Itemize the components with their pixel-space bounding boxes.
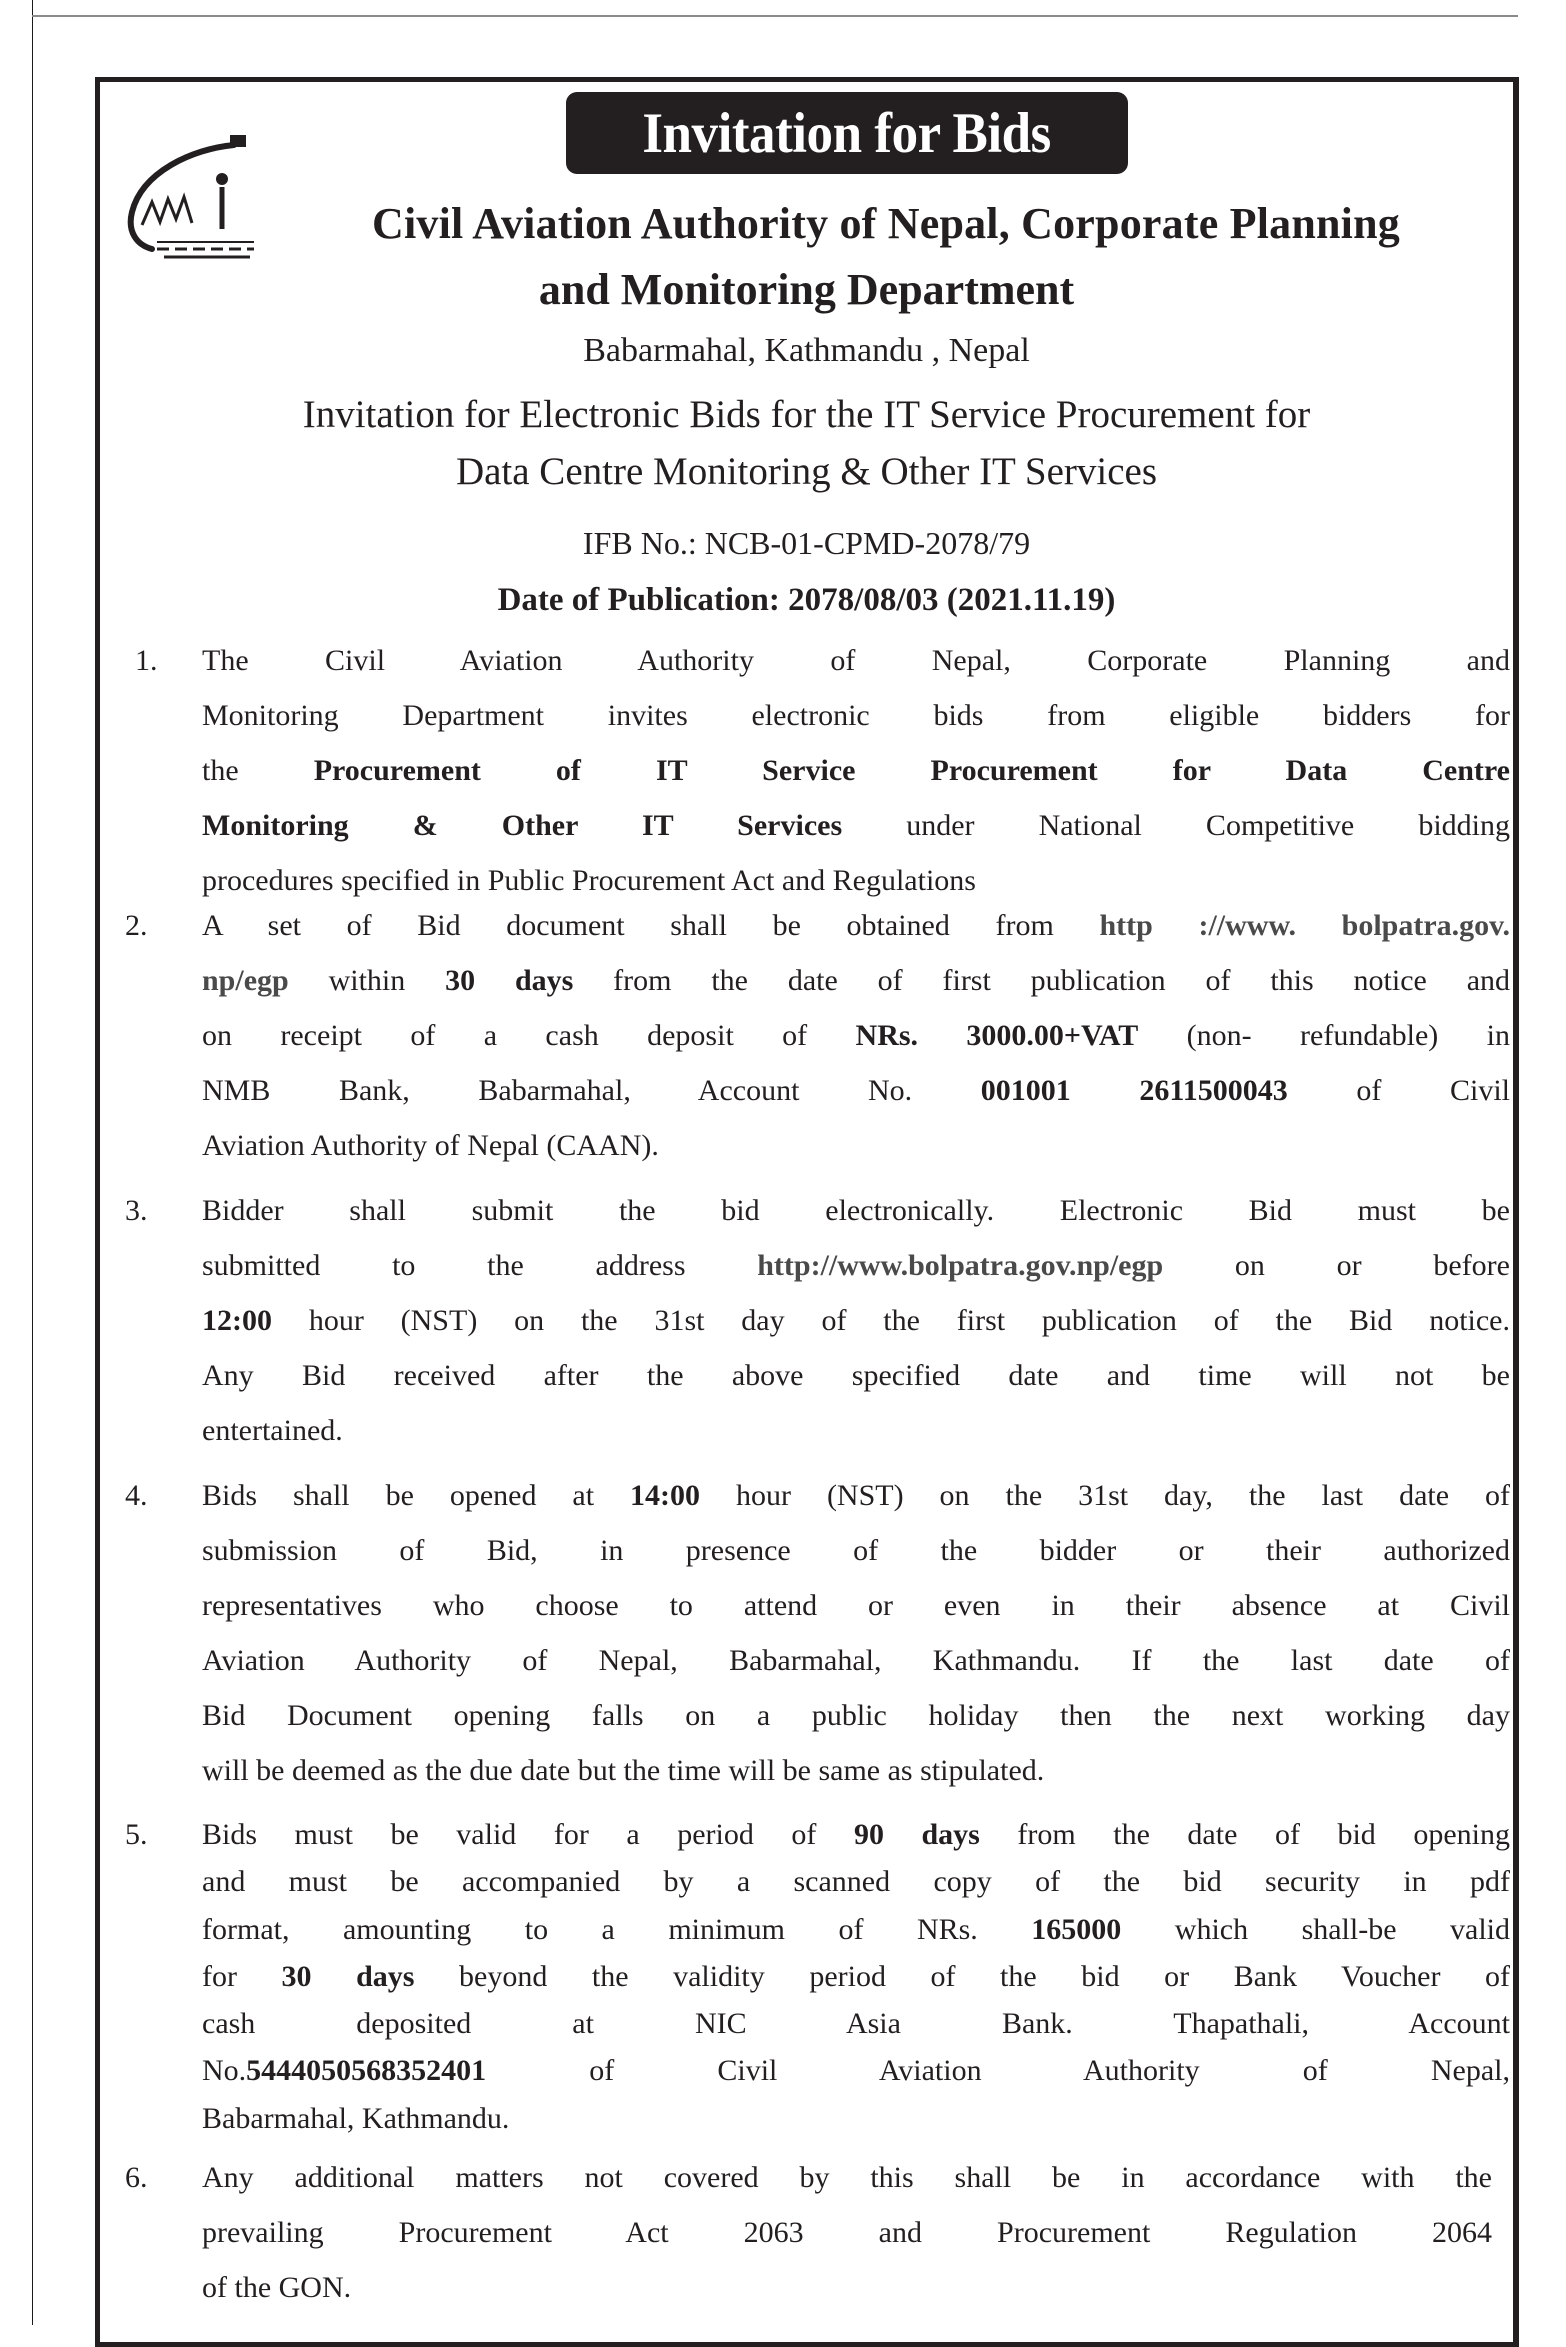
text-run: Bid Document opening falls on a public holiday then the next working day (202, 1699, 1510, 1732)
item-text-line (202, 743, 1510, 798)
item-text (202, 2150, 1492, 2315)
text-run: NMB Bank, Babarmahal, Account No. (202, 1074, 981, 1107)
item-text (202, 1183, 1510, 1458)
text-run: Any Bid received after the above specified date and time will not be (202, 1359, 1510, 1392)
url-text: http ://www. bolpatra.gov. (1099, 909, 1510, 942)
item-text-line (202, 898, 1510, 953)
text-run: within (288, 964, 446, 997)
item-text-line (202, 1953, 1510, 2000)
text-run: Aviation Authority of Nepal, Babarmahal, Kathmandu. If the last date of (202, 1644, 1510, 1677)
item-number: 4. (125, 1479, 148, 1512)
organization-name-line1: Civil Aviation Authority of Nepal, Corporate Planning (372, 199, 1400, 248)
item-text-line (202, 1468, 1510, 1523)
item-text-line (202, 1906, 1510, 1953)
text-run: beyond the validity period of the bid or Bank Voucher of (414, 1959, 1511, 1993)
url-text: np/egp (202, 964, 289, 997)
text-run: from the date of first publication of this notice and (573, 964, 1511, 997)
item-number: 2. (125, 909, 148, 942)
text-run: The Civil Aviation Authority of Nepal, Corporate Planning and (202, 644, 1510, 677)
invitation-subject-line2: Data Centre Monitoring & Other IT Services (455, 450, 1158, 493)
item-text-line (202, 2150, 1492, 2205)
item-text-line (202, 1063, 1510, 1118)
invitation-subject-line1: Invitation for Electronic Bids for the IT Service Procurement for (302, 393, 1311, 436)
organization-name-line2: and Monitoring Department (538, 265, 1075, 314)
emphasis-text: Procurement of IT Service Procurement for Data Centre (313, 754, 1510, 787)
text-run: hour (NST) on the 31st day, the last date of (700, 1479, 1510, 1512)
text-run: of Civil (1287, 1074, 1510, 1107)
text-run: Bids shall be opened at (202, 1479, 631, 1512)
emphasis-text: NRs. 3000.00+VAT (855, 1019, 1139, 1052)
item-text-line (202, 1688, 1510, 1743)
item-text-line (202, 2047, 1510, 2094)
item-number: 3. (125, 1194, 148, 1227)
emphasis-text: 90 days (853, 1818, 980, 1851)
text-run: format, amounting to a minimum of NRs. (202, 1912, 1032, 1946)
item-number: 5. (125, 1818, 148, 1851)
item-text-line (202, 1293, 1510, 1348)
text-run: the (202, 754, 314, 787)
text-run: Any additional matters not covered by this shall be in accordance with the (202, 2161, 1492, 2194)
text-run: which shall-be valid (1121, 1912, 1510, 1946)
item-text-line (202, 688, 1510, 743)
notice-box (95, 77, 1519, 2347)
item-text-line (202, 1811, 1510, 1858)
ifb-number: IFB No.: NCB-01-CPMD-2078/79 (582, 525, 1031, 561)
text-run: on receipt of a cash deposit of (202, 1019, 856, 1052)
text-run: on or before (1163, 1249, 1510, 1282)
text-run: will be deemed as the due date but the time will be same as stipulated. (202, 1754, 1045, 1787)
item-text-line (202, 633, 1510, 688)
item-text-line (202, 1743, 1510, 1798)
item-text-line (202, 1578, 1510, 1633)
item-text (202, 1811, 1510, 2142)
text-run: under National Competitive bidding (842, 809, 1510, 842)
text-run: procedures specified in Public Procurement Act and Regulations (202, 864, 976, 897)
emphasis-text: 30 days (281, 1959, 415, 1993)
emphasis-text: Monitoring & Other IT Services (202, 809, 843, 842)
text-run: submitted to the address (202, 1249, 758, 1282)
text-run: prevailing Procurement Act 2063 and Procurement Regulation 2064 (202, 2216, 1492, 2249)
text-run: of the GON. (202, 2271, 352, 2304)
text-run: entertained. (202, 1414, 343, 1447)
emphasis-text: 12:00 (202, 1304, 272, 1337)
notice-title: Invitation for Bids (642, 101, 1052, 165)
emphasis-text: 30 days (445, 964, 574, 997)
item-text-line (202, 1523, 1510, 1578)
item-number: 1. (135, 644, 158, 677)
item-text-line (202, 1008, 1510, 1063)
emphasis-text: 5444050568352401 (246, 2054, 487, 2088)
item-text-line (202, 1118, 1510, 1173)
text-run: from the date of bid opening (979, 1818, 1511, 1851)
text-run: for (202, 1959, 282, 1993)
text-run: Babarmahal, Kathmandu. (202, 2101, 510, 2135)
item-text-line (202, 798, 1510, 853)
item-text (202, 898, 1510, 1173)
emphasis-text: 001001 2611500043 (980, 1074, 1288, 1107)
title-banner (566, 92, 1128, 174)
item-text-line (202, 1633, 1510, 1688)
text-run: and must be accompanied by a scanned copy of the bid security in pdf (202, 1865, 1510, 1899)
item-text-line (202, 2260, 1492, 2315)
item-text-line (202, 1183, 1510, 1238)
text-run: representatives who choose to attend or even in their absence at Civil (202, 1589, 1510, 1622)
text-run: Monitoring Department invites electronic bids from eligible bidders for (202, 699, 1510, 732)
text-run: No. (202, 2054, 247, 2088)
publication-date: Date of Publication: 2078/08/03 (2021.11.19) (497, 582, 1116, 618)
item-text (202, 1468, 1510, 1798)
item-text-line (202, 1858, 1510, 1905)
item-text-line (202, 2205, 1492, 2260)
item-text (202, 633, 1510, 908)
text-run: cash deposited at NIC Asia Bank. Thapathali, Account (202, 2007, 1510, 2041)
text-run: A set of Bid document shall be obtained from (202, 909, 1100, 942)
emphasis-text: 165000 (1031, 1912, 1122, 1946)
text-run: Bids must be valid for a period of (202, 1818, 854, 1851)
page-left-rule (32, 0, 33, 2325)
text-run: submission of Bid, in presence of the bidder or their authorized (202, 1534, 1510, 1567)
text-run: hour (NST) on the 31st day of the first publication of the Bid notice. (272, 1304, 1510, 1337)
item-text-line (202, 2095, 1510, 2142)
page-top-rule (32, 15, 1518, 17)
item-text-line (202, 1403, 1510, 1458)
item-text-line (202, 1348, 1510, 1403)
text-run: (non- refundable) in (1138, 1019, 1510, 1052)
organization-address: Babarmahal, Kathmandu , Nepal (583, 332, 1030, 369)
item-number: 6. (125, 2161, 148, 2194)
url-text: http://www.bolpatra.gov.np/egp (757, 1249, 1164, 1282)
item-text-line (202, 1238, 1510, 1293)
text-run: Bidder shall submit the bid electronically. Electronic Bid must be (202, 1194, 1510, 1227)
emphasis-text: 14:00 (630, 1479, 701, 1512)
caan-logo-icon (122, 127, 262, 262)
text-run: of Civil Aviation Authority of Nepal, (486, 2054, 1510, 2088)
item-text-line (202, 2000, 1510, 2047)
text-run: Aviation Authority of Nepal (CAAN). (202, 1129, 659, 1162)
item-text-line (202, 953, 1510, 1008)
